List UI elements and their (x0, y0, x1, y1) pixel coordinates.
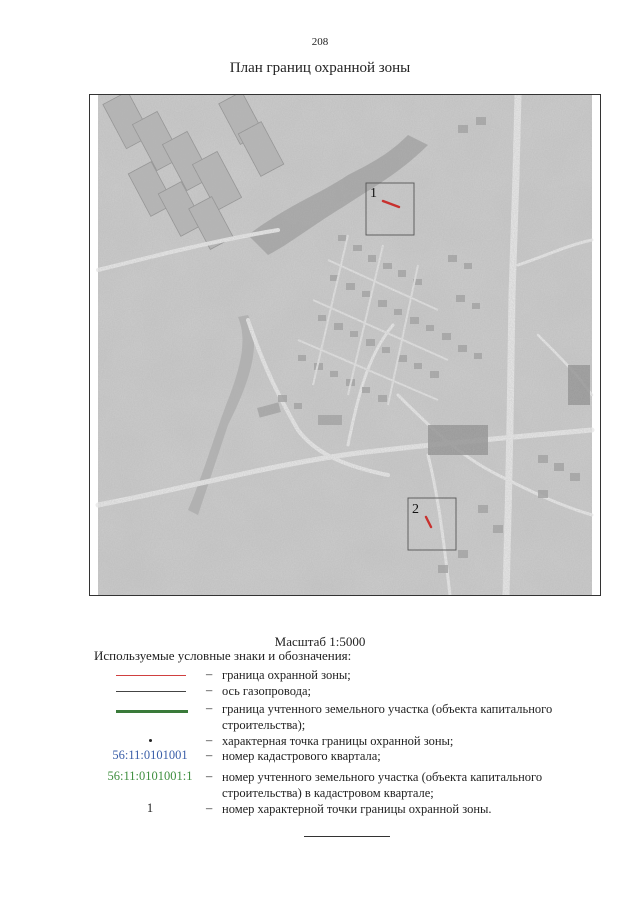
point-2-label: 2 (412, 502, 419, 517)
legend-desc: номер учтенного земельного участка (объекта капитального строительства) в кадастровом квартале; (222, 770, 543, 800)
legend-green-line-symbol (116, 710, 188, 713)
legend-desc: номер кадастрового квартала; (222, 749, 381, 763)
aerial-map[interactable] (89, 94, 601, 596)
legend-item (0, 683, 640, 699)
legend-dash: – (206, 701, 213, 715)
legend-item (0, 748, 640, 764)
point-number-symbol: 1 (146, 801, 154, 815)
page-number: 208 (311, 36, 329, 48)
legend-item (0, 769, 640, 801)
legend-dash: – (206, 748, 213, 762)
legend-dash: – (206, 667, 213, 681)
legend-heading: Используемые условные знаки и обозначения: (94, 648, 352, 663)
map-scale: Масштаб 1:5000 (274, 634, 366, 649)
legend-desc: номер характерной точки границы охранной зоны. (222, 802, 492, 816)
footer-rule (304, 836, 390, 837)
legend-point-symbol (149, 739, 152, 742)
legend-dash: – (206, 769, 213, 783)
legend-axis-line-symbol (116, 691, 186, 692)
aerial-photo (90, 95, 600, 595)
legend-desc: граница охранной зоны; (222, 668, 351, 682)
legend-red-line-symbol (116, 675, 186, 676)
legend-desc: характерная точка границы охранной зоны; (222, 734, 454, 748)
legend-item (0, 701, 640, 733)
point-1-label: 1 (370, 186, 377, 201)
legend-desc: ось газопровода; (222, 684, 312, 698)
cadastral-quarter-symbol: 56:11:0101001 (112, 748, 188, 762)
legend-item (0, 801, 640, 817)
legend-item (0, 667, 640, 683)
page-title: План границ охранной зоны (229, 60, 411, 76)
legend-dash: – (206, 683, 213, 697)
legend-desc: граница учтенного земельного участка (объекта капитального строительства); (222, 702, 553, 732)
legend-dash: – (206, 801, 213, 815)
legend-item (0, 733, 640, 749)
parcel-number-symbol: 56:11:0101001:1 (107, 769, 193, 783)
legend-dash: – (206, 733, 213, 747)
